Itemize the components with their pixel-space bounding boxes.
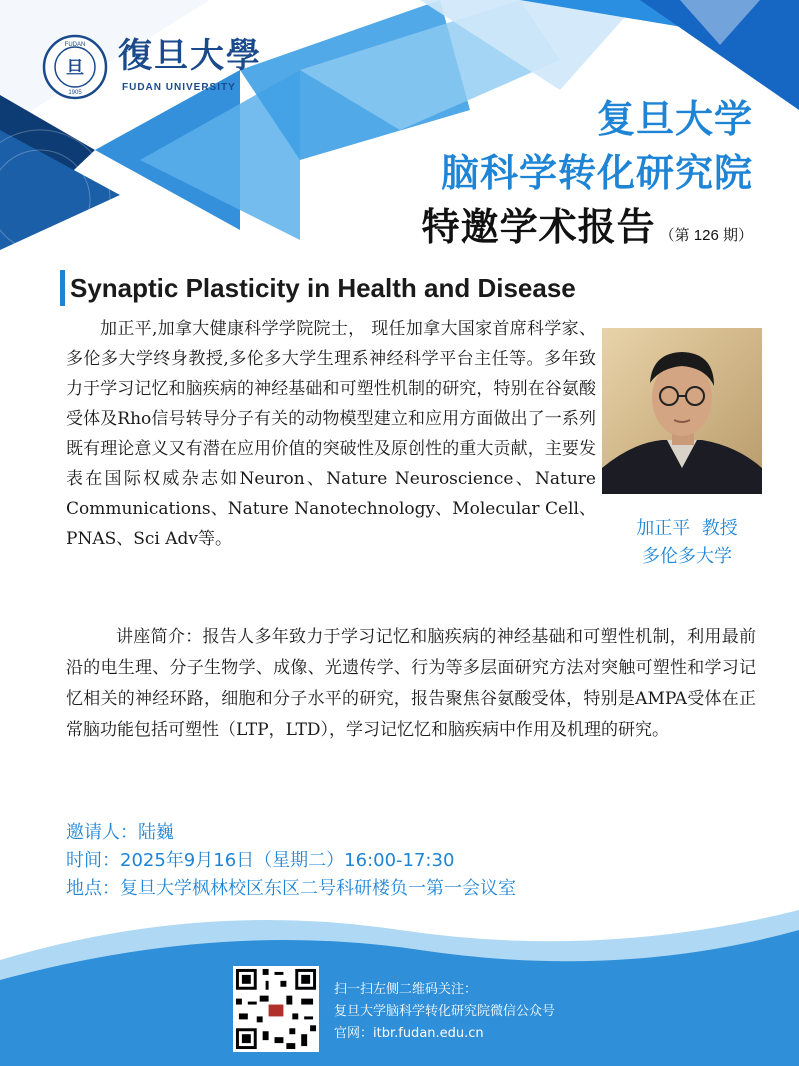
speaker-name: 加正平 教授: [636, 518, 738, 539]
title-lecture: 特邀学术报告: [421, 205, 656, 249]
title-accent-bar: [60, 270, 65, 306]
speaker-bio: 加正平,加拿大健康科学学院院士， 现任加拿大国家首席科学家、多伦多大学终身教授,多伦多大学生理系神经科学平台主任等。多年致力于学习记忆和脑疾病的神经基础和可塑性机制的研究，特别在谷氨酸受体及Rho信号转导分子有关的动物模型建立和应用方面做出了一系列既有理论意义又有潜在应用价值的突破性及原创性的重大贡献，主要发表在国际权威杂志如Neuron、Nature Neuroscience、Nature Communications、Nature Nanotechnology、Molecular Cell、PNAS、Sci Adv等。: [66, 319, 596, 549]
time-info: 时间：2025年9月16日（星期二）16:00-17:30: [66, 850, 455, 871]
poster-title-block: [422, 92, 753, 254]
title-lecture-row: [422, 200, 753, 254]
fudan-seal-logo: [42, 34, 108, 100]
logo-chinese: 復旦大學: [118, 36, 262, 76]
footer-scan-prompt: 扫一扫左侧二维码关注：: [334, 982, 478, 997]
title-institute: 脑科学转化研究院: [440, 151, 753, 195]
qr-code[interactable]: [233, 966, 319, 1052]
logo-english: FUDAN UNIVERSITY: [122, 82, 236, 93]
footer-website[interactable]: 官网：itbr.fudan.edu.cn: [334, 1026, 484, 1041]
host-info: 邀请人：陆巍: [66, 822, 174, 843]
location-info: 地点：复旦大学枫林校区东区二号科研楼负一第一会议室: [66, 878, 516, 899]
svg-text:旦: 旦: [66, 58, 84, 79]
title-university: 复旦大学: [596, 97, 753, 141]
issue-number: （第 126 期）: [659, 227, 753, 244]
talk-title: Synaptic Plasticity in Health and Disease: [70, 273, 576, 303]
lecture-abstract: 讲座简介：报告人多年致力于学习记忆和脑疾病的神经基础和可塑性机制，利用最前沿的电生理、分子生物学、成像、光遗传学、行为等多层面研究方法对突触可塑性和学习记忆相关的神经环路，细胞和分子水平的研究，报告聚焦谷氨酸受体，特别是AMPA受体在正常脑功能包括可塑性（LTP，LTD），学习记忆忆和脑疾病中作用及机理的研究。: [66, 627, 756, 740]
speaker-portrait: [602, 328, 762, 494]
footer-wechat: 复旦大学脑科学转化研究院微信公众号: [334, 1004, 556, 1019]
svg-text:FUDAN: FUDAN: [64, 42, 86, 48]
speaker-affiliation: 多伦多大学: [642, 546, 732, 567]
svg-text:1905: 1905: [68, 90, 82, 96]
